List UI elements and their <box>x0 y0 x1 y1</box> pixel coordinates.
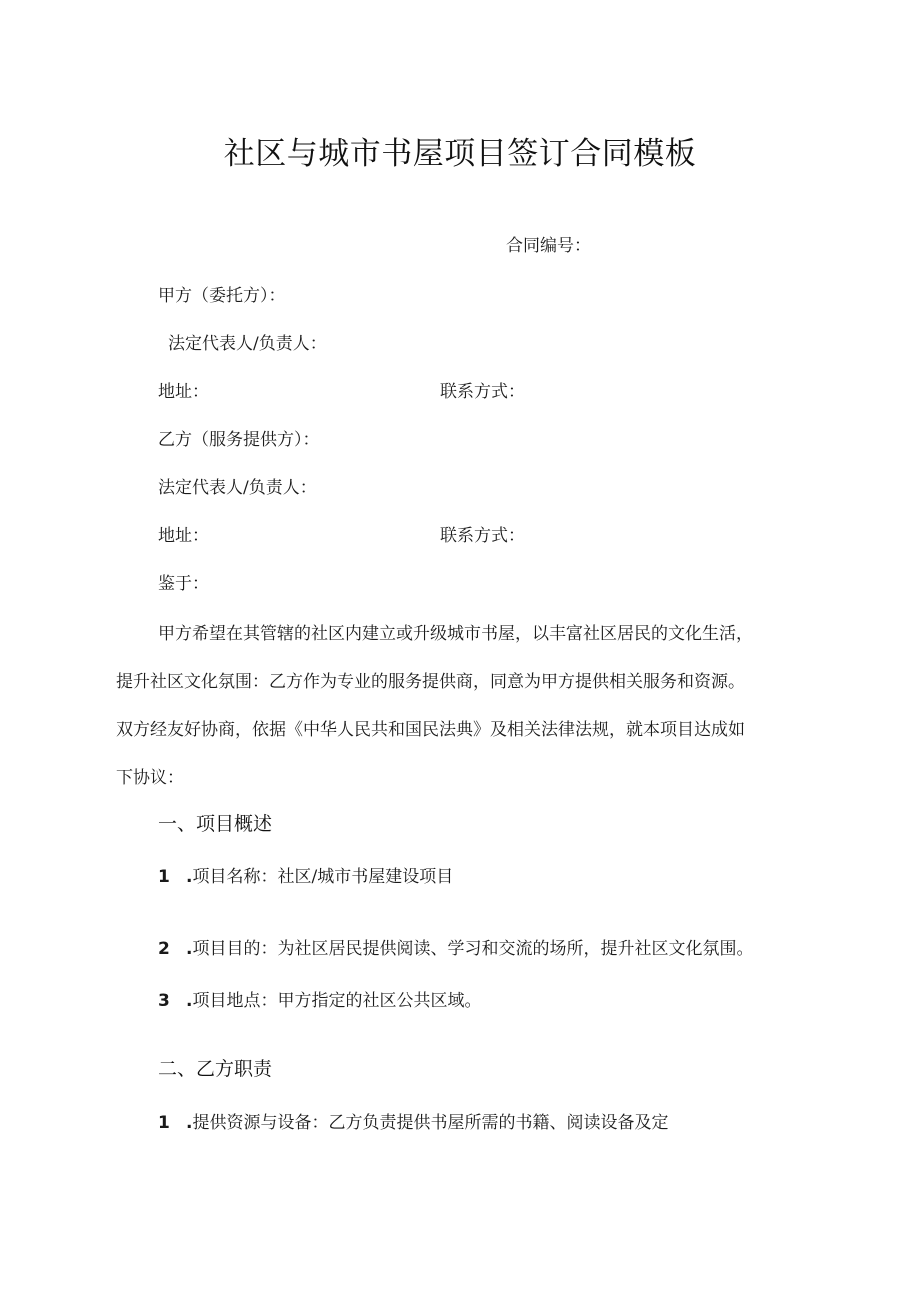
party-a-label: 甲方（委托方）： <box>158 286 286 306</box>
item-text: 项目目的：为社区居民提供阅读、学习和交流的场所，提升社区文化氛围。 <box>192 939 754 959</box>
item-dot: . <box>186 1113 193 1133</box>
party-a-contact-label: 联系方式： <box>440 382 525 402</box>
item-number: 3 <box>158 991 170 1011</box>
item-text: 项目名称：社区/城市书屋建设项目 <box>192 867 454 887</box>
party-a-address-label: 地址： <box>158 382 209 402</box>
party-a-rep-label: 法定代表人/负责人： <box>168 334 327 354</box>
item-text: 提供资源与设备：乙方负责提供书屋所需的书籍、阅读设备及定 <box>192 1113 669 1133</box>
list-item <box>158 862 453 887</box>
party-b-address-label: 地址： <box>158 526 209 546</box>
item-number: 1 <box>158 867 170 887</box>
item-text: 项目地点：甲方指定的社区公共区域。 <box>192 991 482 1011</box>
section-heading: 二、乙方职责 <box>158 1058 273 1080</box>
list-item <box>158 934 753 959</box>
preamble-line: 下协议： <box>116 768 184 788</box>
item-number: 2 <box>158 939 170 959</box>
preamble-line: 双方经友好协商，依据《中华人民共和国民法典》及相关法律法规，就本项目达成如 <box>116 720 745 740</box>
party-b-contact-label: 联系方式： <box>440 526 525 546</box>
list-item <box>158 1108 668 1133</box>
party-b-label: 乙方（服务提供方）： <box>158 430 320 450</box>
item-dot: . <box>186 991 193 1011</box>
preamble-line: 提升社区文化氛围：乙方作为专业的服务提供商，同意为甲方提供相关服务和资源。 <box>116 672 745 692</box>
whereas-label: 鉴于： <box>158 574 209 594</box>
party-b-rep-label: 法定代表人/负责人： <box>158 478 317 498</box>
section-heading: 一、项目概述 <box>158 813 273 835</box>
preamble-line: 甲方希望在其管辖的社区内建立或升级城市书屋，以丰富社区居民的文化生活， <box>158 624 753 644</box>
item-dot: . <box>186 867 193 887</box>
item-number: 1 <box>158 1113 170 1133</box>
list-item <box>158 986 481 1011</box>
contract-number-label: 合同编号： <box>506 236 591 256</box>
document-title: 社区与城市书屋项目签订合同模板 <box>223 136 697 172</box>
item-dot: . <box>186 939 193 959</box>
